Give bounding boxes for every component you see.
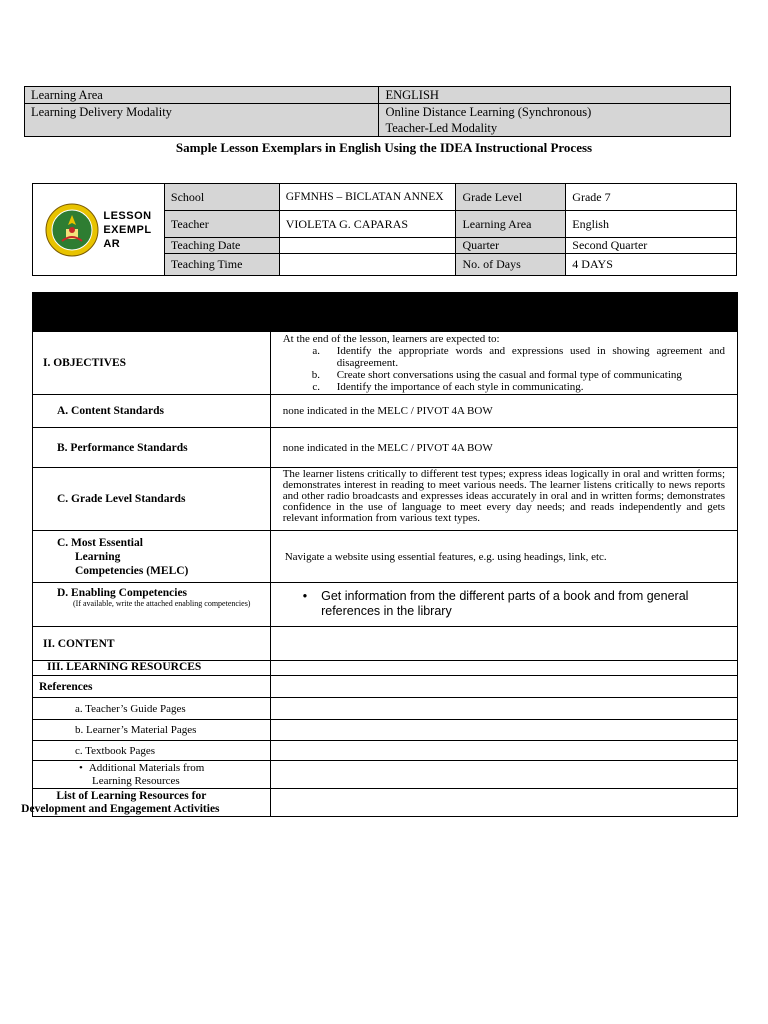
teaching-time-label: Teaching Time	[164, 254, 279, 276]
resources-label-cell	[33, 661, 271, 676]
days-label: No. of Days	[456, 254, 566, 276]
enabling-value: Get information from the different parts of a book and from general references in the library	[321, 589, 689, 618]
additional-label-line2: Learning Resources	[92, 775, 180, 787]
lm-value	[270, 720, 737, 741]
lesson-exemplar-label	[103, 209, 151, 251]
teaching-date-value	[279, 238, 456, 254]
days-value: 4 DAYS	[566, 254, 737, 276]
objectives-intro: At the end of the lesson, learners are expected to:	[282, 333, 500, 345]
logo-cell	[33, 184, 165, 276]
objective-item: a. Identify the appropriate words and expressions used in showing agreement and disagreement.	[323, 345, 725, 369]
enabling-note: (If available, write the attached enabling competencies)	[73, 599, 251, 608]
modality-label: Learning Delivery Modality	[25, 104, 379, 137]
resources-label: III. LEARNING RESOURCES	[47, 661, 202, 673]
header-learning-area-label: Learning Area	[456, 211, 566, 238]
performance-standards-label-cell	[33, 428, 271, 468]
modality-value-line1: Online Distance Learning (Synchronous)	[385, 105, 592, 119]
learning-area-label: Learning Area	[25, 87, 379, 104]
objectives-label: I. OBJECTIVES	[43, 357, 127, 369]
content-label-cell	[33, 627, 271, 661]
grade-level-label: Grade Level	[456, 184, 566, 211]
document-title: Sample Lesson Exemplars in English Using the IDEA Instructional Process	[175, 140, 593, 155]
tg-value	[270, 698, 737, 720]
learning-area-value: ENGLISH	[379, 87, 731, 104]
school-label: School	[164, 184, 279, 211]
grade-level-standards-value: The learner listens critically to different test types; express ideas logically in oral and written forms; demonstrates interest in reading to meet various needs. The learner listens critically to news reports and other radio broadcasts and expresses ideas accurately in oral and in written forms; demonstrates confidence in the use of language to meet every day needs; and reads independently and gets relevant information from various text types.	[270, 468, 737, 531]
melc-label-line1: C. Most Essential	[57, 536, 143, 549]
tg-label: a. Teacher’s Guide Pages	[33, 698, 271, 720]
header-bar-left	[33, 293, 271, 332]
grade-level-value: Grade 7	[566, 184, 737, 211]
objectives-list	[283, 345, 725, 393]
grade-level-standards-label: C. Grade Level Standards	[57, 493, 186, 505]
references-label: References	[39, 680, 93, 693]
bullet-icon: •	[302, 589, 308, 603]
teaching-time-value	[279, 254, 456, 276]
objective-item: b. Create short conversations using the casual and formal type of communicating	[323, 369, 725, 381]
header-learning-area-value: English	[566, 211, 737, 238]
enabling-label: D. Enabling Competencies	[57, 587, 188, 599]
textbook-value	[270, 741, 737, 761]
melc-value: Navigate a website using essential features, e.g. using headings, link, etc.	[270, 531, 737, 583]
lesson-plan-table	[21, 292, 738, 817]
grade-level-standards-label-cell	[33, 468, 271, 531]
enabling-value-cell	[270, 583, 737, 627]
melc-label-line2: Learning	[75, 550, 121, 563]
lesson-label-line3: AR	[103, 237, 121, 250]
lesson-label-line2: EXEMPL	[103, 223, 152, 236]
melc-label-line3: Competencies (MELC)	[75, 564, 189, 577]
list-label-line2: Development and Engagement Activities	[21, 802, 220, 815]
objective-item: c. Identify the importance of each style in communicating.	[323, 381, 725, 393]
objectives-cell	[270, 332, 737, 395]
content-value	[270, 627, 737, 661]
teacher-label: Teacher	[164, 211, 279, 238]
resources-value	[270, 661, 737, 676]
references-value	[270, 676, 737, 698]
performance-standards-value: none indicated in the MELC / PIVOT 4A BOW	[270, 428, 737, 468]
additional-label-cell	[33, 761, 271, 789]
list-label-line1: List of Learning Resources for	[56, 789, 207, 802]
additional-value	[270, 761, 737, 789]
modality-value-line2: Teacher-Led Modality	[385, 121, 498, 135]
lm-label: b. Learner’s Material Pages	[33, 720, 271, 741]
top-info-table	[24, 86, 731, 137]
references-label-cell	[33, 676, 271, 698]
textbook-label: c. Textbook Pages	[33, 741, 271, 761]
melc-label-cell	[33, 531, 271, 583]
list-label-cell	[21, 789, 271, 817]
header-bar-right	[270, 293, 737, 332]
lesson-label-line1: LESSON	[103, 209, 152, 222]
performance-standards-label: B. Performance Standards	[57, 441, 188, 454]
enabling-label-cell	[33, 583, 271, 627]
lesson-header-table	[32, 183, 737, 276]
quarter-label: Quarter	[456, 238, 566, 254]
content-standards-label-cell	[33, 395, 271, 428]
content-standards-value: none indicated in the MELC / PIVOT 4A BOW	[270, 395, 737, 428]
modality-value	[379, 104, 731, 137]
school-value: GFMNHS – BICLATAN ANNEX	[279, 184, 456, 211]
teaching-date-label: Teaching Date	[164, 238, 279, 254]
list-value	[270, 789, 737, 817]
teacher-value: VIOLETA G. CAPARAS	[279, 211, 456, 238]
school-seal-icon	[45, 203, 99, 257]
quarter-value: Second Quarter	[566, 238, 737, 254]
content-standards-label: A. Content Standards	[57, 405, 165, 417]
content-label: II. CONTENT	[43, 637, 115, 650]
additional-bullet-icon: •	[79, 762, 83, 774]
objectives-label-cell	[33, 332, 271, 395]
additional-label-line1: Additional Materials from	[88, 762, 205, 774]
